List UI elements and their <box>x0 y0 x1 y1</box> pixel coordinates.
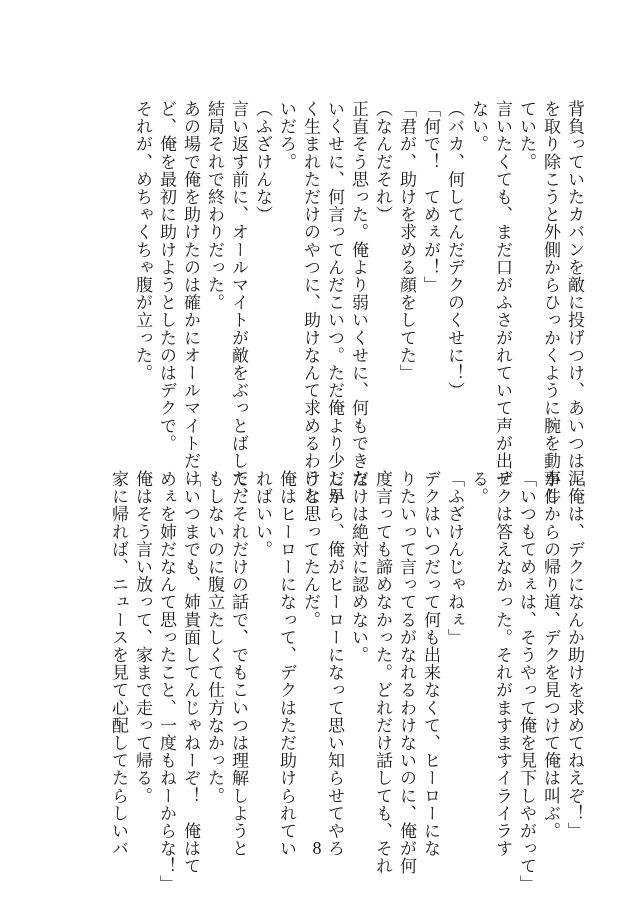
text-line: 結局それで終わりだった。 <box>204 100 224 312</box>
text-line: 「いつもてめぇは、そうやって俺を見下しやがって」 <box>516 470 536 893</box>
text-line: 言い返す前に、オールマイトが敵をぶっとばして、 <box>228 100 248 505</box>
text-line: ない。 <box>468 100 488 153</box>
text-line: いだろ。 <box>276 100 296 171</box>
text-line: 事件からの帰り道、デクを見つけて俺は叫ぶ。 <box>540 470 560 840</box>
text-line: ていた。 <box>516 100 536 171</box>
page-number: 8 <box>312 838 322 858</box>
text-line: いくせに、何言ってんだこいつ。ただ俺より少し早 <box>324 100 344 505</box>
text-line: 「いつまでも、姉貴面してんじゃねーぞ！ 俺はて <box>180 470 200 875</box>
text-line: あの場で俺を助けたのは確かにオールマイトだけ <box>180 100 200 488</box>
text-line: 「ふざけんじゃねぇ」 <box>444 470 464 646</box>
text-line: うと思ってたんだ。 <box>300 470 320 629</box>
text-line: 「俺は、デクになんか助けを求めてねえぞ！」 <box>564 470 584 840</box>
text-line: 家に帰れば、ニュースを見て心配してたらしいバ <box>108 470 128 858</box>
text-line: 俺はヒーローになって、デクはただ助けられてい <box>276 470 296 858</box>
text-line: ればいい。 <box>252 470 272 558</box>
bottom-text-block <box>106 470 586 893</box>
text-line: 「何で！ てめぇが！」 <box>420 100 440 294</box>
text-line: （ふざけんな） <box>252 100 272 224</box>
text-line: 正直そう思った。俺より弱いくせに、何もできな <box>348 100 368 488</box>
text-line: 言いたくても、まだ口がふさがれていて声が出せ <box>492 100 512 488</box>
text-line: ただそれだけの話で、でもこいつは理解しようと <box>228 470 248 858</box>
text-line: ど、俺を最初に助けようとしたのはデクで。 <box>156 100 176 452</box>
text-line: 俺はそう言い放って、家まで走って帰る。 <box>132 470 152 805</box>
text-line: （バカ、何してんだデクのくせに！） <box>444 100 464 400</box>
text-line: めぇを姉だなんて思ったこと、一度もねーからな！」 <box>156 470 176 893</box>
text-line: デクはいつだって何も出来なくて、ヒーローにな <box>420 470 440 858</box>
text-line: もしないのに腹立たしくて仕方なかった。 <box>204 470 224 805</box>
text-line: （なんだそれ） <box>372 100 392 224</box>
text-line: る。 <box>468 470 488 506</box>
text-line: 背負っていたカバンを敵に投げつけ、あいつは泥 <box>564 100 584 488</box>
text-line: く生まれただけのやつに、助けなんて求めるわけな <box>300 100 320 505</box>
text-line: だけは絶対に認めない。 <box>348 470 368 664</box>
text-line: 「君が、助けを求める顔をしてた」 <box>396 100 416 382</box>
text-line: デクは答えなかった。それがますますイライラす <box>492 470 512 858</box>
top-text-block <box>130 100 586 505</box>
text-line: を取り除こうと外側からひっかくように腕を動かし <box>540 100 560 505</box>
text-line: りたいって言ってるがなれるわけないのに、俺が何 <box>396 470 416 875</box>
text-line: 度言っても諦めなかった。どれだけ話しても、それ <box>372 470 392 875</box>
text-line: それが、めちゃくちゃ腹が立った。 <box>132 100 152 382</box>
text-line: だから、俺がヒーローになって思い知らせてやろ <box>324 470 344 858</box>
